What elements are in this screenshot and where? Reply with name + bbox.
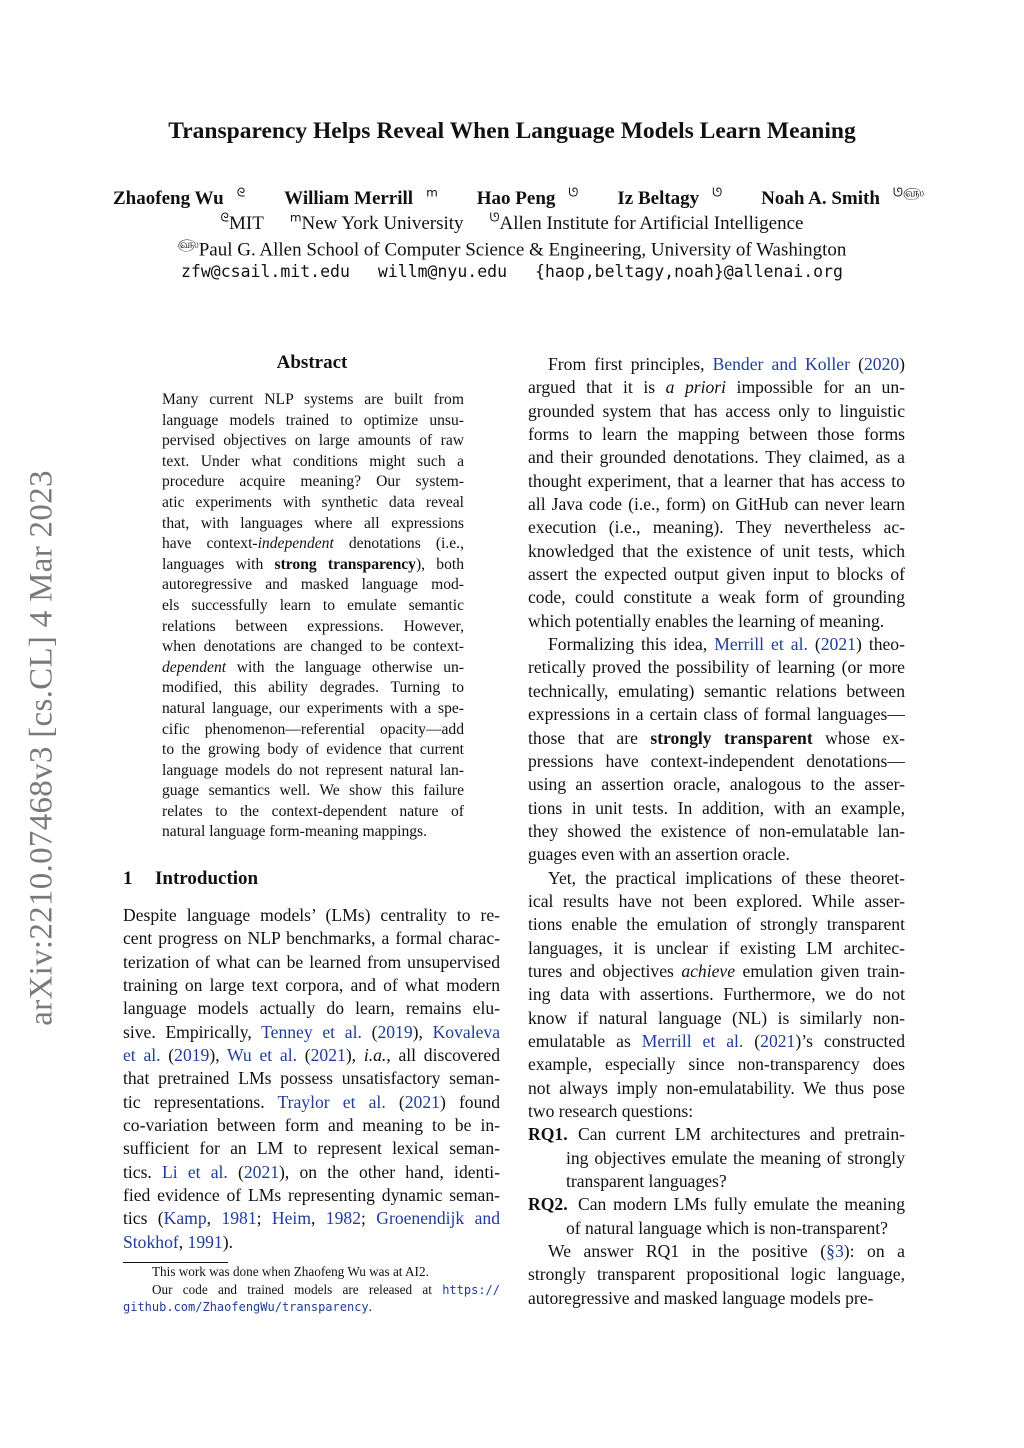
author-emails	[0, 262, 1024, 281]
citation-link[interactable]: 2019	[174, 1045, 210, 1066]
citation-link[interactable]: 2021	[310, 1045, 346, 1066]
citation-link[interactable]: Merrill et al.	[714, 634, 808, 655]
affiliation-uw	[0, 237, 1024, 261]
citation-link[interactable]: 2021	[243, 1161, 280, 1182]
author-name: Zhaofeng Wu	[113, 188, 224, 210]
rq-text: Can modern LMs fully emulate the meaning	[578, 1194, 905, 1215]
author	[100, 188, 245, 209]
text-line: example, especially since non-transparency does	[528, 1054, 905, 1075]
affiliation-mark: ᘓ	[236, 186, 246, 200]
author-list	[0, 186, 1024, 210]
footnote-line: This work was done when Zhaofeng Wu was at AI2.	[152, 1264, 429, 1279]
text-line: tics. Li et al. (2021), on the other hand, identi-	[123, 1161, 500, 1182]
email-address: zfw@csail.mit.edu	[181, 262, 350, 281]
url-link[interactable]: https://	[442, 1282, 500, 1297]
citation-link[interactable]: 1991	[187, 1231, 223, 1252]
email-address: willm@nyu.edu	[377, 262, 508, 281]
text-line: relations between expressions. However,	[162, 617, 464, 635]
text-line: which potentially enables the learning of meaning.	[528, 610, 885, 631]
text-line: and their grounded denotations. They claimed, as a	[528, 447, 905, 468]
affiliation	[490, 213, 804, 234]
text-line: Formalizing this idea, Merrill et al. (2021) theo-	[548, 634, 905, 655]
citation-link[interactable]: 2021	[820, 634, 856, 655]
text-line: two research questions:	[528, 1101, 694, 1121]
citation-link[interactable]: Bender and Koller	[712, 354, 850, 374]
affiliation-mark: ᘎ	[568, 186, 579, 200]
text-line: tions enable the emulation of strongly transparent	[528, 914, 905, 935]
text-line: fied evidence of LMs representing dynamic seman-	[123, 1185, 500, 1206]
citation-link[interactable]: Li et al.	[162, 1161, 228, 1182]
text-line: expressions in a certain class of formal languages—	[528, 704, 905, 725]
citation-link[interactable]: 2021	[404, 1091, 440, 1112]
text-line: We answer RQ1 in the positive (§3): on a	[548, 1241, 905, 1262]
citation-link[interactable]: Merrill et al.	[641, 1030, 744, 1051]
text-line: ical results have not been explored. While asser-	[528, 890, 905, 911]
text-line: that pretrained LMs possess unsatisfactory seman-	[123, 1068, 500, 1089]
text-line: sive. Empirically, Tenney et al. (2019), Kovaleva	[123, 1021, 500, 1042]
author-name: William Merrill	[284, 188, 414, 210]
text-line: not always imply non-emulatability. We thus pose	[528, 1077, 905, 1098]
text-line: thought experiment, that a learner that has access to	[528, 470, 905, 491]
italic-text: a priori	[665, 377, 727, 398]
author	[748, 188, 924, 209]
text-line: From first principles, Bender and Koller (2020)	[548, 354, 905, 374]
intro-left-column	[123, 904, 500, 1254]
text-line: emulatable as Merrill et al. (2021)’s constructed	[528, 1030, 905, 1051]
text-line: pervised objectives on large amounts of raw	[162, 432, 464, 450]
italic-text: i.a.	[363, 1045, 387, 1066]
text-line: those that are strongly transparent whose ex-	[528, 727, 905, 748]
text-line: natural language, our experiments with a spe-	[162, 699, 464, 717]
text-line: strongly transparent propositional logic language,	[528, 1264, 905, 1285]
text-line: tions in unit tests. In addition, with an example,	[528, 797, 905, 818]
citation-link[interactable]: 2021	[760, 1030, 796, 1051]
text-line: sufficient for an LM to represent lexical seman-	[123, 1138, 500, 1159]
italic-text: dependent	[162, 658, 227, 676]
affiliation-mark: ᘎ௵	[892, 186, 924, 200]
text-line: procedure acquire meaning? Our system-	[162, 473, 464, 491]
rq-continuation: transparent languages?	[566, 1171, 727, 1192]
text-line: assert the expected output given input to blocks of	[528, 564, 905, 585]
text-line: guage semantics well. We show this failure	[162, 782, 464, 800]
footnote-line: Our code and trained models are released at https://	[152, 1281, 500, 1297]
abstract-heading: Abstract	[276, 352, 348, 373]
text-line: autoregressive and masked language mod-	[162, 576, 464, 594]
text-line: retically proved the possibility of learning (or more	[528, 657, 905, 678]
author-name: Noah A. Smith	[761, 188, 880, 210]
text-line: when denotations are changed to be context-	[162, 638, 464, 656]
citation-link[interactable]: Stokhof	[123, 1231, 179, 1252]
author	[271, 188, 438, 209]
affiliation	[221, 213, 264, 234]
text-line: Yet, the practical implications of these theoret-	[548, 867, 905, 888]
text-line: els successfully learn to emulate semantic	[162, 596, 464, 614]
text-line: to the growing body of evidence that current	[162, 741, 464, 759]
text-line: tures and objectives achieve emulation given train-	[528, 960, 905, 981]
affiliation-mark: ⅿ	[426, 186, 438, 200]
text-line: know if natural language (NL) is similarly non-	[528, 1007, 905, 1028]
text-line: ing data with assertions. Furthermore, we do not	[528, 984, 905, 1005]
text-line: language models do not represent natural lan-	[162, 761, 464, 779]
text-line: training on large text corpora, and of what modern	[123, 975, 500, 996]
author	[464, 188, 579, 209]
text-line: language models trained to optimize unsu-	[162, 411, 464, 429]
italic-text: achieve	[681, 960, 736, 981]
text-line: technically, emulating) semantic relations between	[528, 680, 905, 701]
text-line: code, could constitute a weak form of grounding	[528, 587, 905, 608]
arxiv-identifier[interactable]: arXiv:2210.07468v3 [cs.CL] 4 Mar 2023	[23, 470, 60, 1026]
citation-link[interactable]: et al.	[123, 1045, 161, 1066]
affiliation-mark: ⅿ	[289, 211, 302, 225]
text-line: languages with strong transparency), both	[162, 555, 464, 573]
citation-link[interactable]: 2019	[377, 1021, 413, 1042]
affiliation-mark: ᘎ	[712, 186, 723, 200]
italic-text: independent	[257, 535, 334, 553]
rq-label: RQ2.	[528, 1194, 568, 1215]
paper-title: Transparency Helps Reveal When Language Models Learn Meaning	[168, 118, 856, 144]
text-line: co-variation between form and meaning to be in-	[123, 1115, 500, 1136]
section-heading-introduction	[123, 868, 258, 890]
text-line: cific phenomenon—referential opacity—add	[162, 720, 464, 738]
affiliation-mark: ᘓ	[220, 211, 229, 225]
text-line: all Java code (i.e., form) on GitHub can never learn	[528, 494, 905, 515]
affiliation-mark: ௵	[177, 237, 199, 251]
citation-link[interactable]: 1981	[221, 1208, 257, 1229]
bold-text: strong transparency	[274, 555, 416, 573]
text-line: language models actually do learn, remains elu-	[123, 998, 500, 1019]
text-line: using an assertion oracle, analogous to the asser-	[528, 774, 905, 795]
intro-right-column	[528, 353, 905, 1310]
rq-continuation: ing objectives emulate the meaning of strongly	[566, 1147, 905, 1168]
text-line: Despite language models’ (LMs) centrality to re-	[123, 905, 500, 925]
affiliation-mark: ᘎ	[489, 211, 500, 225]
citation-link[interactable]: §3	[826, 1241, 844, 1262]
text-line: knowledged that the existence of unit tests, which	[528, 540, 905, 561]
citation-link[interactable]: Kovaleva	[432, 1021, 500, 1042]
affiliation-name: New York University	[301, 213, 464, 235]
citation-link[interactable]: Groenendijk and	[376, 1208, 500, 1229]
citation-link[interactable]: Kamp	[163, 1208, 207, 1229]
text-line: forms to learn the mapping between those forms	[528, 424, 905, 445]
text-line: have context-independent denotations (i.e.,	[162, 535, 464, 553]
text-line: pressions have context-independent denotations—	[528, 750, 905, 771]
affiliation-name: Allen Institute for Artificial Intelligence	[499, 213, 804, 235]
text-line: argued that it is a priori impossible for an un-	[528, 377, 905, 398]
footnote-line: github.com/ZhaofengWu/transparency.	[123, 1299, 372, 1314]
text-line: they showed the existence of non-emulatable lan-	[528, 820, 905, 841]
text-line: atic experiments with synthetic data reveal	[162, 493, 464, 511]
author-name: Iz Beltagy	[617, 188, 700, 210]
footnote	[123, 1263, 500, 1316]
text-line: terization of what can be learned from unsupervised	[123, 951, 500, 972]
text-line: tics (Kamp, 1981; Heim, 1982; Groenendijk and	[123, 1208, 500, 1229]
citation-link[interactable]: Heim	[271, 1208, 312, 1229]
citation-link[interactable]: 2020	[863, 354, 900, 374]
text-line: tic representations. Traylor et al. (2021) found	[123, 1091, 500, 1112]
rq-continuation: of natural language which is non-transparent?	[566, 1217, 888, 1238]
text-line: et al. (2019), Wu et al. (2021), i.a., all discovered	[123, 1045, 500, 1066]
text-line: dependent with the language otherwise un-	[162, 658, 464, 676]
affiliations	[0, 211, 1024, 235]
affiliation-name: MIT	[229, 213, 264, 235]
bold-text: strongly transparent	[650, 727, 813, 748]
affiliation-name: Paul G. Allen School of Computer Science & Engineering, University of Washington	[198, 239, 847, 261]
rq-label: RQ1.	[528, 1124, 568, 1145]
text-line: relates to the context-dependent nature of	[162, 802, 464, 820]
author	[604, 188, 722, 209]
research-question	[528, 1123, 905, 1146]
text-line: text. Under what conditions might such a	[162, 452, 464, 470]
text-line: grounded system that has access only to linguistic	[528, 400, 905, 421]
citation-link[interactable]: Traylor et al.	[277, 1091, 386, 1112]
text-line: languages, it is unclear if existing LM architec-	[528, 937, 905, 958]
text-line: cent progress on NLP benchmarks, a formal charac-	[123, 928, 500, 949]
text-line: modified, this ability degrades. Turning to	[162, 679, 464, 697]
section-number: 1	[123, 868, 133, 889]
citation-link[interactable]: Tenney et al.	[261, 1021, 362, 1042]
abstract-body	[162, 390, 464, 843]
rq-text: Can current LM architectures and pretrain-	[578, 1124, 905, 1145]
text-line: execution (i.e., meaning). They nevertheless ac-	[528, 517, 905, 538]
text-line: guages even with an assertion oracle.	[528, 844, 790, 865]
text-line: that, with languages where all expressions	[162, 514, 464, 532]
text-line: autoregressive and masked language models pre-	[528, 1287, 874, 1308]
author-name: Hao Peng	[476, 188, 556, 210]
url-link[interactable]: github.com/ZhaofengWu/transparency	[123, 1300, 369, 1314]
citation-link[interactable]: Wu et al.	[227, 1045, 298, 1066]
research-question	[528, 1193, 905, 1216]
section-title: Introduction	[155, 868, 259, 889]
text-line: Many current NLP systems are built from	[162, 391, 464, 408]
citation-link[interactable]: 1982	[325, 1208, 361, 1229]
affiliation	[290, 213, 464, 234]
text-line: natural language form-meaning mappings.	[162, 823, 428, 841]
text-line: Stokhof, 1991).	[123, 1231, 233, 1252]
email-address: {haop,beltagy,noah}@allenai.org	[535, 262, 843, 281]
